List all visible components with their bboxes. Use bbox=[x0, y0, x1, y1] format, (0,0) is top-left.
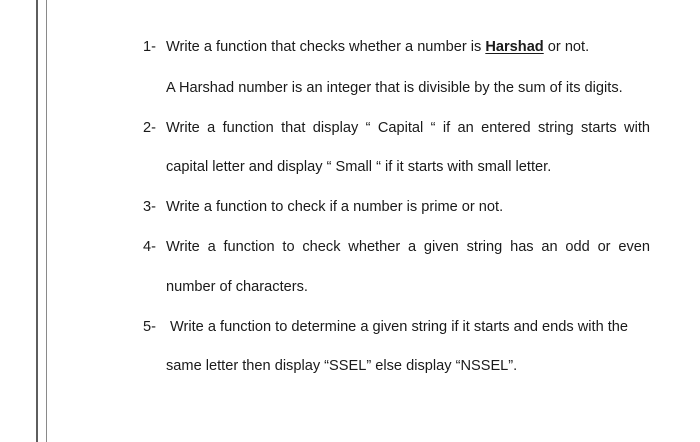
item-number: 2- bbox=[143, 120, 156, 136]
item-text: Write a function to check if a number is prime or not. bbox=[166, 199, 504, 215]
item-number: 1- bbox=[143, 39, 156, 55]
item-text: Write a function to check whether a given string has an odd or even bbox=[166, 239, 650, 255]
item-text: number of characters. bbox=[166, 279, 308, 295]
item-number: 3- bbox=[143, 199, 156, 215]
item-text: same letter then display “SSEL” else display “NSSEL”. bbox=[166, 358, 518, 374]
item-number: 5- bbox=[143, 319, 156, 335]
page-margin-line bbox=[36, 0, 38, 442]
item-number: 4- bbox=[143, 239, 156, 255]
keyword-harshad: Harshad bbox=[485, 39, 544, 55]
item-text: Write a function to determine a given string if it starts and ends with the bbox=[170, 319, 629, 335]
item-text: Write a function that display “ Capital “ if an entered string starts with bbox=[166, 120, 650, 136]
page-margin-line-inner bbox=[46, 0, 47, 442]
item-text: capital letter and display “ Small “ if it starts with small letter. bbox=[166, 159, 552, 175]
item-text: Write a function that checks whether a number is Harshad or not. bbox=[166, 39, 590, 55]
